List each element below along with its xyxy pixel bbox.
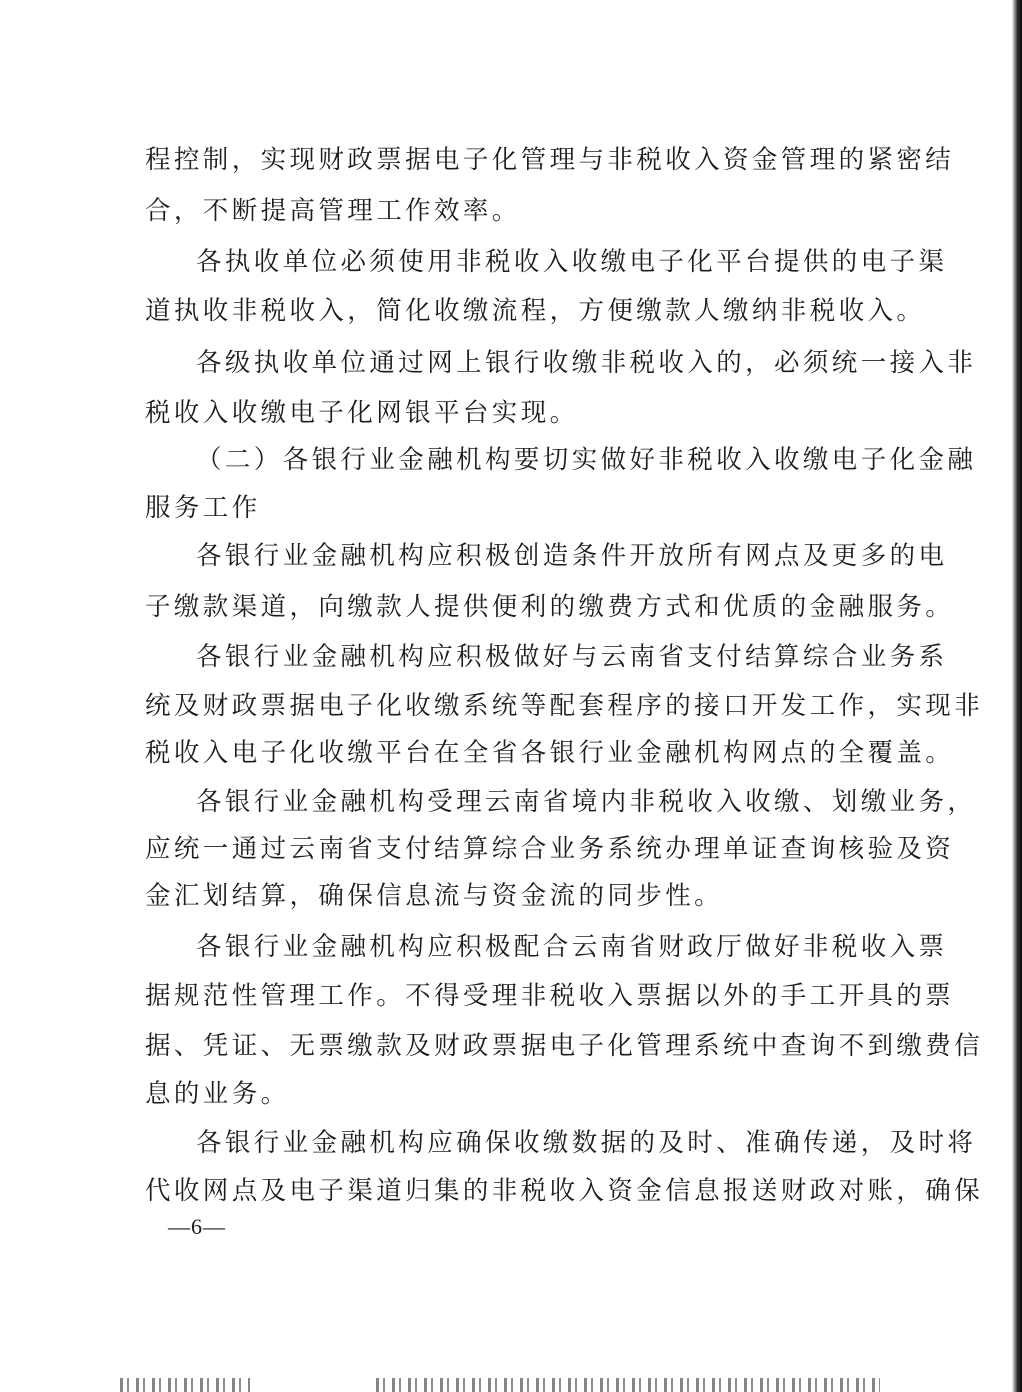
text-line: 统及财政票据电子化收缴系统等配套程序的接口开发工作，实现非 (145, 691, 984, 721)
text-line: 各银行业金融机构应确保收缴数据的及时、准确传递，及时将 (196, 1128, 977, 1158)
text-line: 金汇划结算，确保信息流与资金流的同步性。 (145, 881, 724, 911)
text-line: 子缴款渠道，向缴款人提供便利的缴费方式和优质的金融服务。 (145, 592, 955, 622)
text-line: 据规范性管理工作。不得受理非税收入票据以外的手工开具的票 (145, 981, 955, 1011)
page-number: —6— (168, 1214, 226, 1239)
text-line: 据、凭证、无票缴款及财政票据电子化管理系统中查询不到缴费信 (145, 1031, 984, 1061)
scan-edge-right (1012, 0, 1022, 1392)
text-line: 各银行业金融机构应积极配合云南省财政厅做好非税收入票 (196, 932, 948, 962)
text-line: 各银行业金融机构应积极创造条件开放所有网点及更多的电 (196, 541, 948, 571)
text-line: 合，不断提高管理工作效率。 (145, 196, 521, 226)
section-heading: （二）各银行业金融机构要切实做好非税收入收缴电子化金融 (196, 445, 977, 475)
text-line: 税收入收缴电子化网银平台实现。 (145, 398, 579, 428)
text-line: 应统一通过云南省支付结算综合业务系统办理单证查询核验及资 (145, 834, 955, 864)
text-line: 道执收非税收入，简化收缴流程，方便缴款人缴纳非税收入。 (145, 296, 926, 326)
text-line: 各执收单位必须使用非税收入收缴电子化平台提供的电子渠 (196, 247, 948, 277)
text-line: 代收网点及电子渠道归集的非税收入资金信息报送财政对账，确保 (145, 1176, 984, 1206)
scan-edge-bottom (120, 1378, 880, 1392)
section-heading: 服务工作 (145, 493, 261, 523)
text-line: 息的业务。 (145, 1079, 290, 1109)
text-line: 各银行业金融机构受理云南省境内非税收入收缴、划缴业务， (196, 787, 977, 817)
text-line: 程控制，实现财政票据电子化管理与非税收入资金管理的紧密结 (145, 145, 955, 175)
text-line: 税收入电子化收缴平台在全省各银行业金融机构网点的全覆盖。 (145, 738, 955, 768)
text-line: 各银行业金融机构应积极做好与云南省支付结算综合业务系 (196, 642, 948, 672)
text-line: 各级执收单位通过网上银行收缴非税收入的，必须统一接入非 (196, 348, 977, 378)
